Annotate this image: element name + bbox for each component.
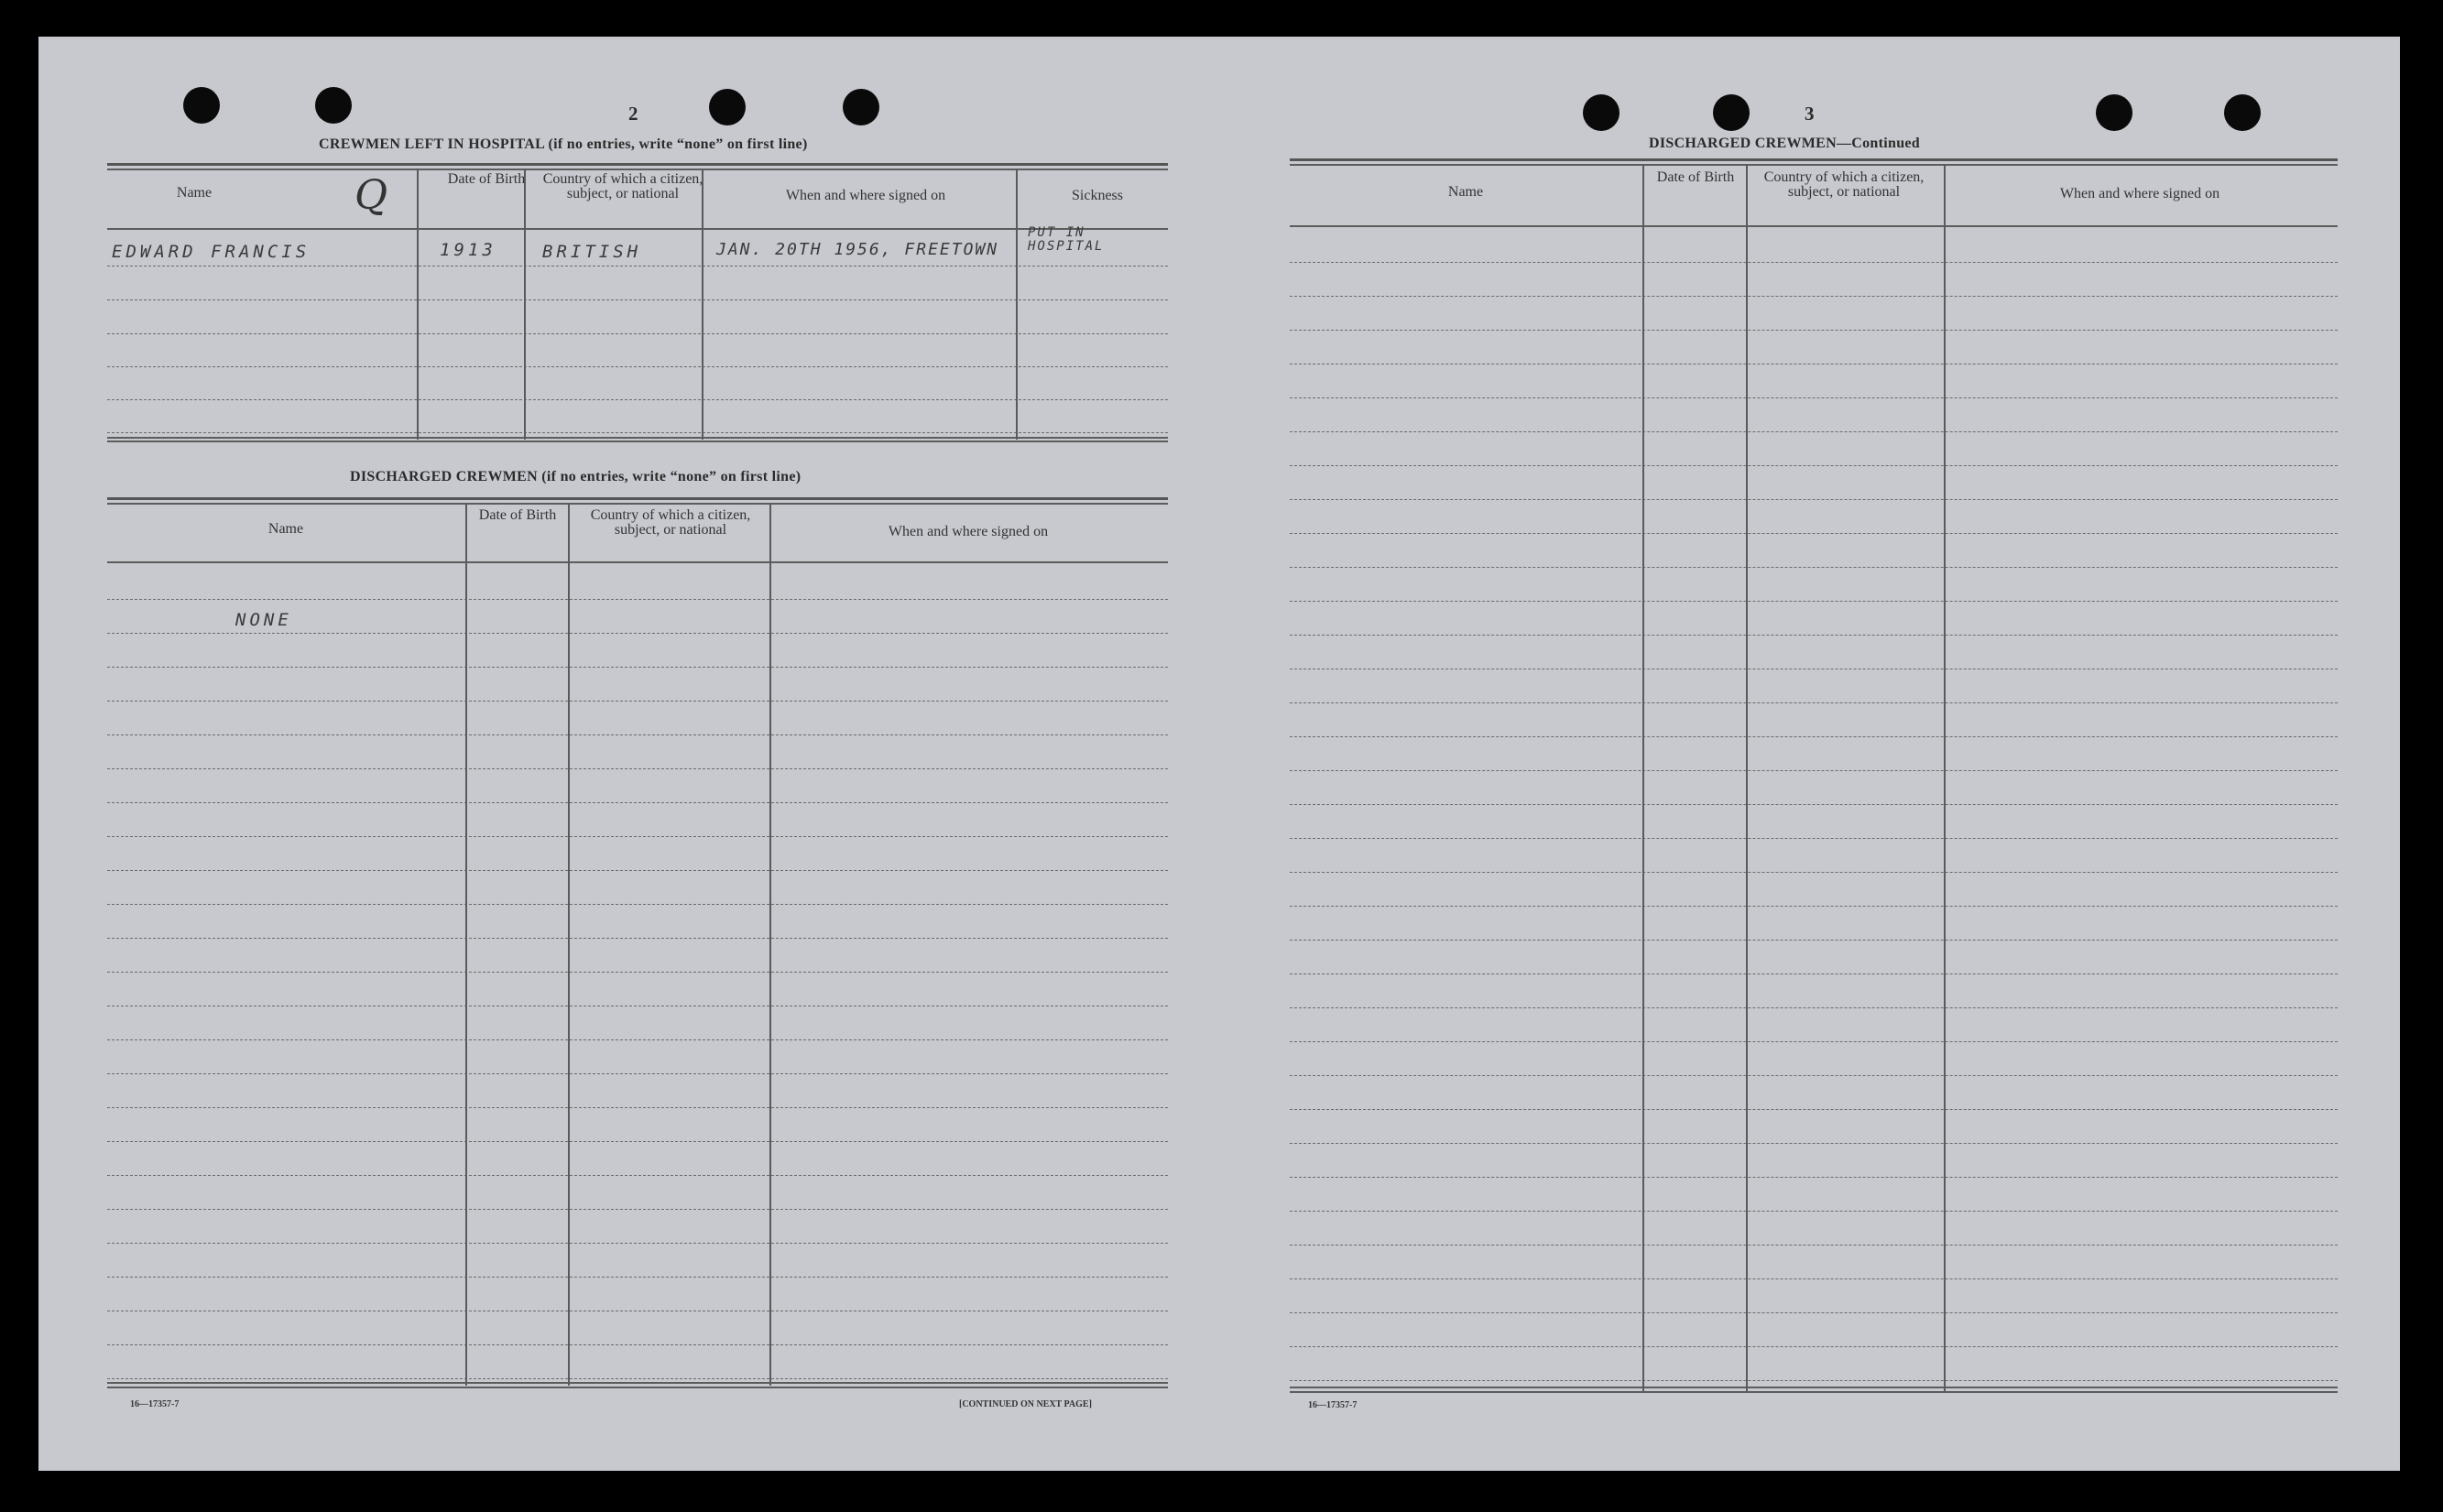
hospital-section-title: CREWMEN LEFT IN HOSPITAL (if no entries, write “none” on first line) — [319, 136, 808, 152]
table-row-line — [1290, 296, 2338, 297]
right-column-divider — [1944, 164, 1946, 1391]
hospital-table-bottom — [107, 441, 1168, 442]
table-row-line — [107, 599, 1168, 600]
table-row-line — [1290, 736, 2338, 737]
table-row-line — [1290, 1109, 2338, 1110]
table-row-line — [1290, 635, 2338, 636]
right-table-top-border — [1290, 164, 2338, 166]
table-row-line — [107, 870, 1168, 871]
punch-hole — [315, 87, 352, 124]
table-row-line — [107, 633, 1168, 634]
header-signed-on: When and where signed on — [2059, 186, 2220, 201]
hospital-row-line — [107, 299, 1168, 300]
table-row-line — [1290, 567, 2338, 568]
discharged-column-divider — [465, 503, 467, 1386]
table-row-line — [1290, 262, 2338, 263]
table-row-line — [107, 1209, 1168, 1210]
punch-hole — [1713, 94, 1750, 131]
table-row-line — [107, 768, 1168, 769]
table-row-line — [1290, 533, 2338, 534]
punch-hole — [1583, 94, 1620, 131]
table-row-line — [1290, 770, 2338, 771]
table-row-line — [1290, 940, 2338, 941]
header-date-of-birth: Date of Birth — [1656, 169, 1735, 185]
hospital-table-top-border — [107, 169, 1168, 170]
table-row-line — [107, 938, 1168, 939]
form-sheet — [38, 37, 2400, 1471]
initials-mark: Q — [354, 172, 388, 219]
table-row-line — [1290, 1312, 2338, 1313]
entry-country: BRITISH — [542, 242, 642, 262]
punch-hole — [2224, 94, 2261, 131]
table-row-line — [1290, 431, 2338, 432]
table-row-line — [1290, 1211, 2338, 1212]
header-name: Name — [176, 185, 213, 201]
table-row-line — [107, 972, 1168, 973]
table-row-line — [107, 1243, 1168, 1244]
discharged-table-bottom — [107, 1387, 1168, 1388]
header-signed-on: When and where signed on — [888, 524, 1049, 539]
hospital-row-line — [107, 366, 1168, 367]
hospital-column-divider — [1016, 169, 1018, 440]
table-row-line — [107, 904, 1168, 905]
header-name: Name — [1447, 184, 1484, 200]
right-column-divider — [1642, 164, 1644, 1391]
table-row-line — [1290, 601, 2338, 602]
header-date-of-birth: Date of Birth — [447, 171, 526, 187]
table-row-line — [1290, 1278, 2338, 1279]
table-row-line — [107, 734, 1168, 735]
punch-hole — [2096, 94, 2132, 131]
table-row-line — [1290, 1143, 2338, 1144]
hospital-column-divider — [417, 169, 419, 440]
hospital-row-line — [107, 399, 1168, 400]
discharged-section-title: DISCHARGED CREWMEN (if no entries, write “none” on first line) — [350, 469, 802, 484]
table-row-line — [107, 1073, 1168, 1074]
discharged-table-bottom — [107, 1382, 1168, 1384]
form-number-left: 16—17357-7 — [130, 1399, 180, 1409]
right-table-bottom — [1290, 1387, 2338, 1388]
table-row-line — [107, 1175, 1168, 1176]
header-country: Country of which a citizen, subject, or national — [542, 171, 703, 201]
table-row-line — [107, 1107, 1168, 1108]
hospital-row-line — [107, 266, 1168, 267]
table-row-line — [1290, 465, 2338, 466]
table-row-line — [107, 1344, 1168, 1345]
entry-signed-on: JAN. 20TH 1956, FREETOWN — [716, 240, 999, 259]
page-number-left: 2 — [628, 103, 638, 125]
table-row-line — [1290, 838, 2338, 839]
table-row-line — [1290, 702, 2338, 703]
table-row-line — [1290, 804, 2338, 805]
table-row-line — [107, 1378, 1168, 1379]
table-row-line — [107, 802, 1168, 803]
hospital-table-bottom — [107, 437, 1168, 439]
table-row-line — [107, 701, 1168, 702]
punch-hole — [183, 87, 220, 124]
discharged-table-top-border — [107, 497, 1168, 500]
header-country: Country of which a citizen, subject, or national — [1763, 169, 1925, 200]
table-row-line — [1290, 1177, 2338, 1178]
right-table-top-border — [1290, 158, 2338, 161]
entry-sickness: PUT IN HOSPITAL — [1028, 225, 1105, 254]
continued-note: [CONTINUED ON NEXT PAGE] — [959, 1399, 1092, 1409]
table-row-line — [1290, 499, 2338, 500]
table-row-line — [1290, 906, 2338, 907]
hospital-column-divider — [524, 169, 526, 440]
discharged-column-divider — [568, 503, 570, 1386]
table-row-line — [1290, 330, 2338, 331]
table-row-line — [1290, 1007, 2338, 1008]
entry-name: EDWARD FRANCIS — [112, 242, 311, 262]
discharged-continued-title: DISCHARGED CREWMEN—Continued — [1649, 136, 1920, 151]
header-country: Country of which a citizen, subject, or national — [590, 507, 751, 538]
hospital-table-top-border — [107, 163, 1168, 166]
table-row-line — [1290, 1041, 2338, 1042]
table-row-line — [1290, 1380, 2338, 1381]
table-row-line — [107, 667, 1168, 668]
right-table-bottom — [1290, 1391, 2338, 1393]
hospital-row-line — [107, 432, 1168, 433]
discharged-entry-name: NONE — [235, 610, 292, 630]
table-row-line — [1290, 1075, 2338, 1076]
table-row-line — [107, 836, 1168, 837]
page-number-right: 3 — [1805, 103, 1815, 125]
header-signed-on: When and where signed on — [785, 188, 946, 203]
table-row-line — [107, 1039, 1168, 1040]
right-header-bottom — [1290, 225, 2338, 227]
entry-date-of-birth: 1913 — [440, 240, 496, 260]
form-number-right: 16—17357-7 — [1308, 1400, 1358, 1410]
discharged-header-bottom — [107, 561, 1168, 563]
punch-hole — [843, 89, 879, 125]
table-row-line — [1290, 1346, 2338, 1347]
header-date-of-birth: Date of Birth — [478, 507, 557, 523]
discharged-table-top-border — [107, 503, 1168, 505]
table-row-line — [107, 1277, 1168, 1278]
table-row-line — [1290, 397, 2338, 398]
hospital-header-bottom — [107, 228, 1168, 230]
hospital-row-line — [107, 333, 1168, 334]
header-name: Name — [267, 521, 304, 537]
punch-hole — [709, 89, 746, 125]
hospital-column-divider — [702, 169, 703, 440]
table-row-line — [1290, 872, 2338, 873]
discharged-column-divider — [769, 503, 771, 1386]
table-row-line — [107, 1141, 1168, 1142]
header-sickness: Sickness — [1072, 188, 1123, 203]
right-column-divider — [1746, 164, 1748, 1391]
